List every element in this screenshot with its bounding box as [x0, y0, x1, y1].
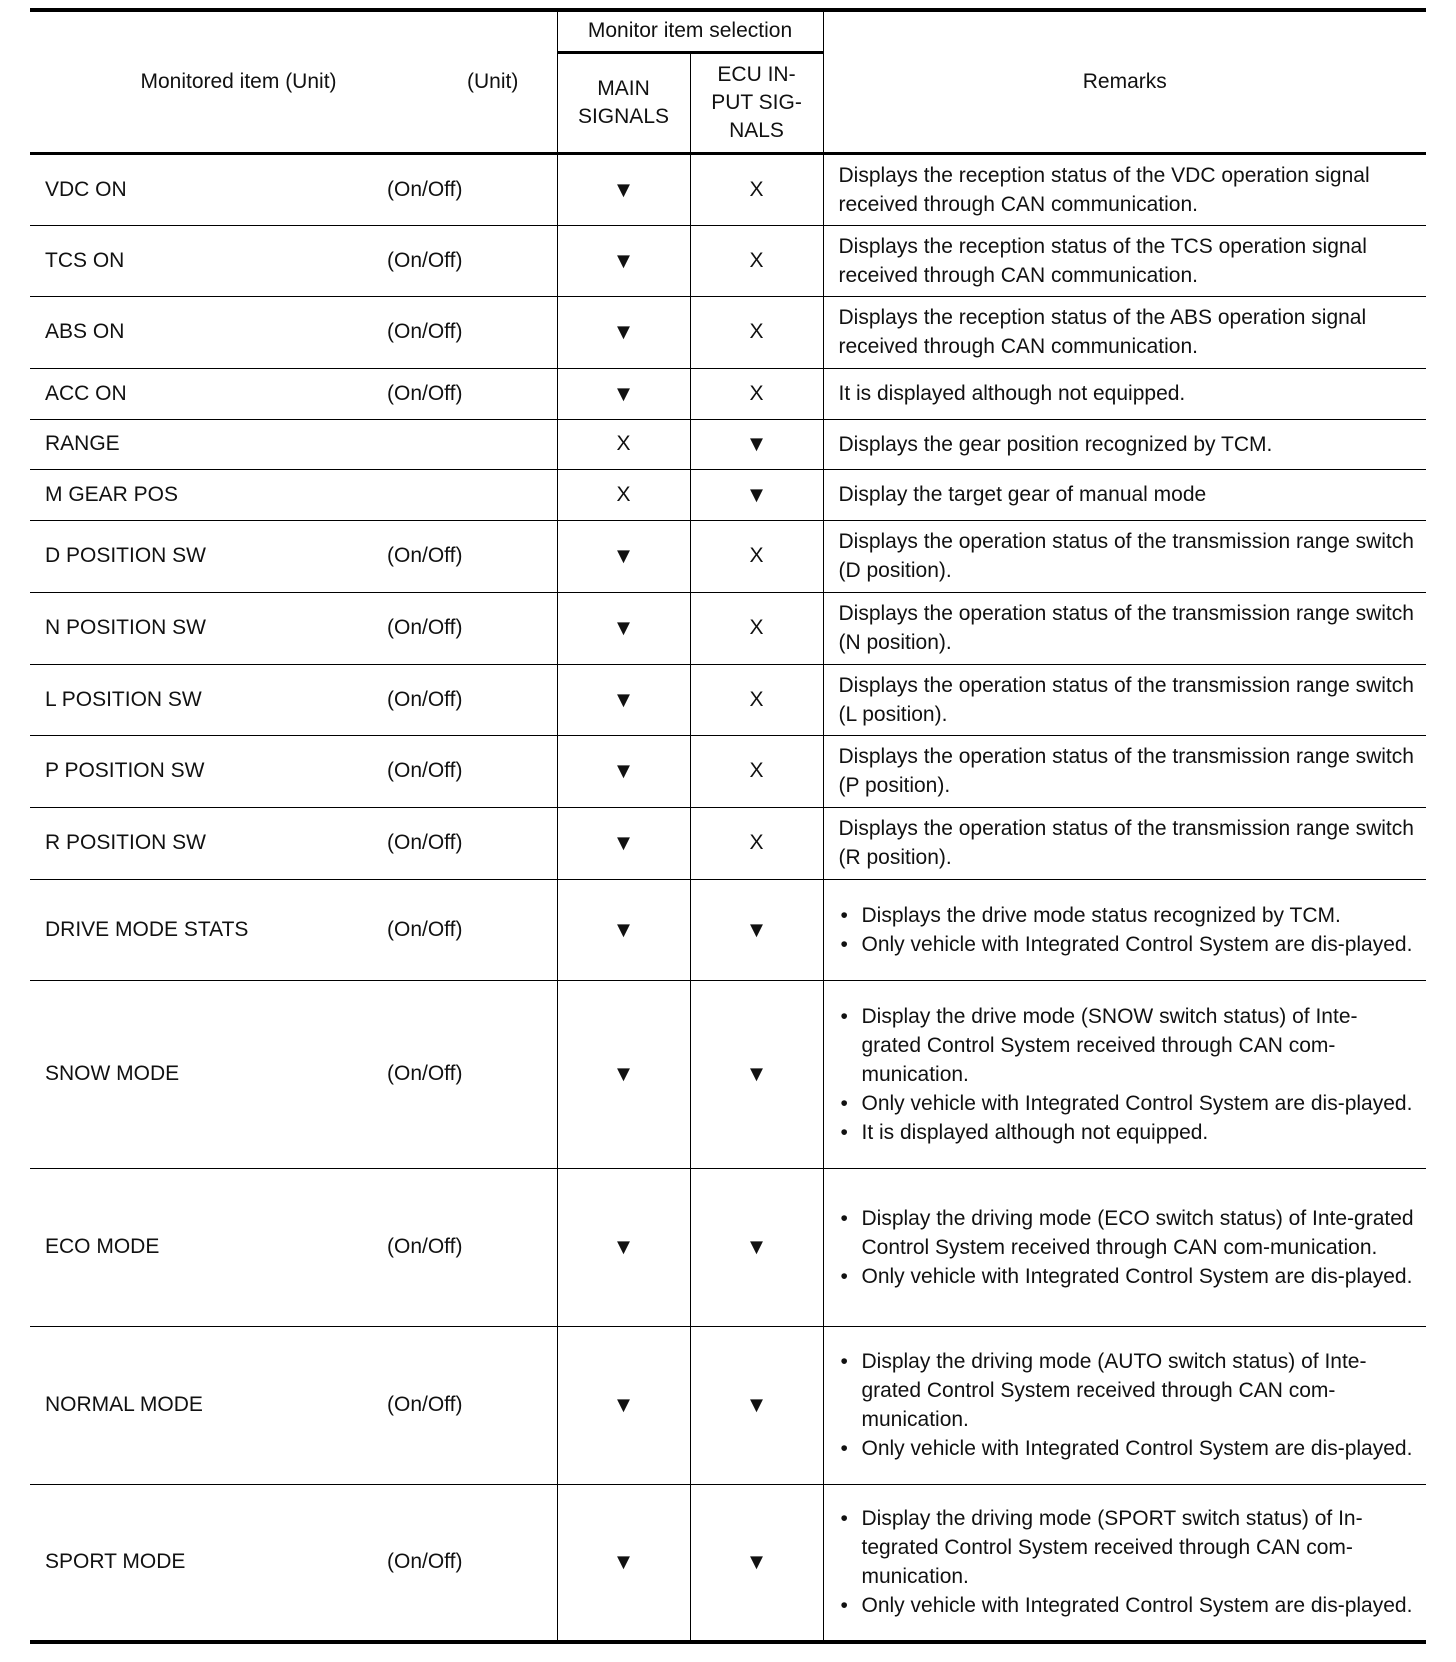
remarks-cell [823, 735, 1426, 807]
main-signals-mark: ▼ [557, 664, 690, 735]
remarks-list [839, 1002, 1415, 1147]
remarks-bullet: • Only vehicle with Integrated Control System are dis-played. [839, 930, 1415, 959]
remarks-text: Displays the reception status of the TCS operation signal received through CAN communication. [838, 234, 1367, 287]
unit: (On/Off) [387, 664, 557, 735]
remarks-cell [823, 368, 1426, 419]
remarks-list [839, 1347, 1415, 1463]
unit: (On/Off) [387, 520, 557, 592]
main-signals-mark: ▼ [557, 735, 690, 807]
monitored-item: DRIVE MODE STATS [30, 879, 387, 980]
ecu-input-signals-mark: ▼ [690, 419, 823, 469]
monitored-item: ACC ON [30, 368, 387, 419]
remarks-cell [823, 153, 1426, 225]
main-signals-mark: ▼ [557, 879, 690, 980]
unit [387, 419, 557, 469]
monitored-item: VDC ON [30, 153, 387, 225]
remarks-text: Displays the operation status of the transmission range switch (L position). [838, 673, 1414, 726]
main-signals-mark: ▼ [557, 807, 690, 879]
ecu-input-signals-mark: ▼ [690, 879, 823, 980]
monitor-item-table [30, 8, 1426, 1644]
monitored-item: N POSITION SW [30, 592, 387, 664]
ecu-input-signals-mark: X [690, 592, 823, 664]
table-row [30, 1168, 1426, 1326]
header-monitored-item: Monitored item (Unit) [30, 10, 387, 153]
unit: (On/Off) [387, 296, 557, 368]
main-signals-mark: ▼ [557, 980, 690, 1168]
header-monitor-item-selection: Monitor item selection [557, 10, 823, 52]
unit: (On/Off) [387, 592, 557, 664]
remarks-bullet: • Only vehicle with Integrated Control System are dis-played. [839, 1262, 1415, 1291]
table-row [30, 879, 1426, 980]
remarks-bullet: • Only vehicle with Integrated Control System are dis-played. [839, 1434, 1415, 1463]
main-signals-mark: ▼ [557, 153, 690, 225]
remarks-cell [823, 807, 1426, 879]
remarks-list [839, 901, 1415, 959]
table-row [30, 1484, 1426, 1642]
remarks-text: Displays the reception status of the ABS operation signal received through CAN communication. [838, 306, 1367, 358]
table-row [30, 520, 1426, 592]
ecu-input-signals-mark: ▼ [690, 1326, 823, 1484]
header-main-signals-text: MAIN SIGNALS [577, 76, 670, 128]
remarks-text: It is displayed although not equipped. [838, 382, 1186, 405]
remarks-cell [823, 296, 1426, 368]
remarks-cell [823, 1484, 1426, 1642]
table-row [30, 807, 1426, 879]
monitored-item: L POSITION SW [30, 664, 387, 735]
table-row [30, 592, 1426, 664]
ecu-input-signals-mark: X [690, 296, 823, 368]
unit: (On/Off) [387, 1326, 557, 1484]
header-remarks: Remarks [823, 10, 1426, 153]
table-row [30, 153, 1426, 225]
remarks-bullet: • Displays the drive mode status recognized by TCM. [839, 901, 1415, 930]
monitored-item: SNOW MODE [30, 980, 387, 1168]
unit: (On/Off) [387, 1484, 557, 1642]
ecu-input-signals-mark: X [690, 368, 823, 419]
table-row [30, 469, 1426, 520]
main-signals-mark: ▼ [557, 368, 690, 419]
table-row [30, 664, 1426, 735]
monitored-item: M GEAR POS [30, 469, 387, 520]
main-signals-mark: ▼ [557, 1484, 690, 1642]
ecu-input-signals-mark: X [690, 520, 823, 592]
table-row [30, 1326, 1426, 1484]
remarks-cell [823, 879, 1426, 980]
header-ecu-input-signals [690, 52, 823, 153]
monitored-item: P POSITION SW [30, 735, 387, 807]
ecu-input-signals-mark: X [690, 735, 823, 807]
remarks-text: Displays the gear position recognized by TCM. [838, 432, 1273, 456]
remarks-cell [823, 225, 1426, 296]
remarks-text: Displays the operation status of the transmission range switch (R position). [838, 817, 1414, 869]
table-row [30, 368, 1426, 419]
header-ecu-text: ECU IN-PUT SIG-NALS [711, 62, 802, 142]
table-row [30, 419, 1426, 469]
unit: (On/Off) [387, 368, 557, 419]
remarks-cell [823, 592, 1426, 664]
main-signals-mark: X [557, 419, 690, 469]
unit: (On/Off) [387, 153, 557, 225]
main-signals-mark: ▼ [557, 520, 690, 592]
table-row [30, 296, 1426, 368]
ecu-input-signals-mark: ▼ [690, 1484, 823, 1642]
unit: (On/Off) [387, 980, 557, 1168]
monitored-item: NORMAL MODE [30, 1326, 387, 1484]
remarks-list [839, 1204, 1415, 1291]
main-signals-mark: ▼ [557, 592, 690, 664]
remarks-text: Displays the operation status of the transmission range switch (P position). [838, 745, 1414, 797]
main-signals-mark: X [557, 469, 690, 520]
ecu-input-signals-mark: X [690, 664, 823, 735]
monitored-item: D POSITION SW [30, 520, 387, 592]
monitored-item: TCS ON [30, 225, 387, 296]
ecu-input-signals-mark: ▼ [690, 980, 823, 1168]
main-signals-mark: ▼ [557, 1326, 690, 1484]
table-row [30, 735, 1426, 807]
unit: (On/Off) [387, 1168, 557, 1326]
unit: (On/Off) [387, 879, 557, 980]
monitored-item: R POSITION SW [30, 807, 387, 879]
remarks-text: Displays the operation status of the transmission range switch (N position). [838, 602, 1414, 654]
remarks-bullet: • Only vehicle with Integrated Control System are dis-played. [839, 1089, 1415, 1118]
remarks-bullet: • Only vehicle with Integrated Control System are dis-played. [839, 1591, 1415, 1620]
remarks-bullet: • It is displayed although not equipped. [839, 1118, 1415, 1147]
ecu-input-signals-mark: ▼ [690, 469, 823, 520]
remarks-cell [823, 664, 1426, 735]
unit: (On/Off) [387, 807, 557, 879]
remarks-cell [823, 1326, 1426, 1484]
unit: (On/Off) [387, 225, 557, 296]
ecu-input-signals-mark: ▼ [690, 1168, 823, 1326]
ecu-input-signals-mark: X [690, 225, 823, 296]
monitored-item: ECO MODE [30, 1168, 387, 1326]
remarks-bullet: • Display the driving mode (SPORT switch status) of In-tegrated Control System received through CAN com-munication. [839, 1504, 1415, 1591]
remarks-text: Display the target gear of manual mode [838, 483, 1207, 506]
table-row [30, 980, 1426, 1168]
monitored-item: RANGE [30, 419, 387, 469]
header-main-signals [557, 52, 690, 153]
main-signals-mark: ▼ [557, 296, 690, 368]
remarks-cell [823, 520, 1426, 592]
main-signals-mark: ▼ [557, 225, 690, 296]
remarks-bullet: • Display the driving mode (AUTO switch status) of Inte-grated Control System received through CAN com-munication. [839, 1347, 1415, 1434]
header-unit: (Unit) [387, 10, 557, 153]
main-signals-mark: ▼ [557, 1168, 690, 1326]
remarks-cell [823, 1168, 1426, 1326]
unit: (On/Off) [387, 735, 557, 807]
remarks-text: Displays the operation status of the transmission range switch (D position). [838, 530, 1414, 582]
unit [387, 469, 557, 520]
remarks-cell [823, 419, 1426, 469]
remarks-bullet: • Display the driving mode (ECO switch status) of Inte-grated Control System received through CAN com-munication. [839, 1204, 1415, 1262]
ecu-input-signals-mark: X [690, 153, 823, 225]
remarks-bullet: • Display the drive mode (SNOW switch status) of Inte-grated Control System received through CAN com-munication. [839, 1002, 1415, 1089]
remarks-cell [823, 469, 1426, 520]
monitored-item: ABS ON [30, 296, 387, 368]
remarks-text: Displays the reception status of the VDC operation signal received through CAN communication. [838, 163, 1370, 216]
monitored-item: SPORT MODE [30, 1484, 387, 1642]
remarks-list [839, 1504, 1415, 1620]
ecu-input-signals-mark: X [690, 807, 823, 879]
table-row [30, 225, 1426, 296]
remarks-cell [823, 980, 1426, 1168]
